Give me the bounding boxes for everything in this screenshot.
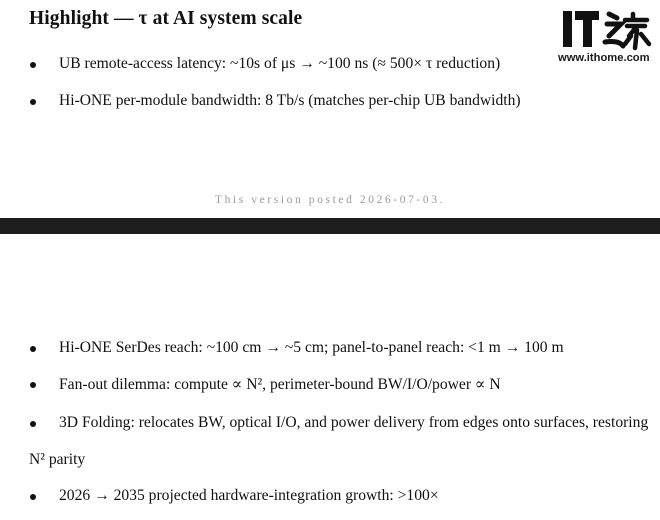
slide-title: Highlight — τ at AI system scale	[29, 8, 303, 29]
bullet-marker	[30, 421, 36, 427]
watermark-url: www.ithome.com	[558, 52, 650, 64]
bullet-bandwidth: Hi-ONE per-module bandwidth: 8 Tb/s (matches per-chip UB bandwidth)	[59, 92, 521, 109]
bullet-marker	[30, 382, 36, 388]
bullet-fanout: Fan-out dilemma: compute ∝ N², perimeter-bound BW/I/O/power ∝ N	[59, 376, 501, 393]
bullet-3d-folding-continuation: N² parity	[29, 451, 86, 468]
bullet-integration-growth: 2026 → 2035 projected hardware-integration growth: >100×	[59, 487, 439, 504]
posted-note: This version posted 2026-07-03.	[214, 194, 446, 206]
ithome-logo-icon	[561, 8, 653, 52]
page-divider-bar	[0, 218, 660, 234]
bullet-marker	[30, 99, 36, 105]
bullet-latency: UB remote-access latency: ~10s of μs → ~100 ns (≈ 500× τ reduction)	[59, 55, 501, 72]
bullet-marker	[30, 346, 36, 352]
bullet-marker	[30, 494, 36, 500]
bullet-marker	[30, 62, 36, 68]
bullet-serdes-reach: Hi-ONE SerDes reach: ~100 cm → ~5 cm; panel-to-panel reach: <1 m → 100 m	[59, 339, 564, 356]
bullet-3d-folding: 3D Folding: relocates BW, optical I/O, and power delivery from edges onto surfaces, restoring	[59, 414, 649, 431]
